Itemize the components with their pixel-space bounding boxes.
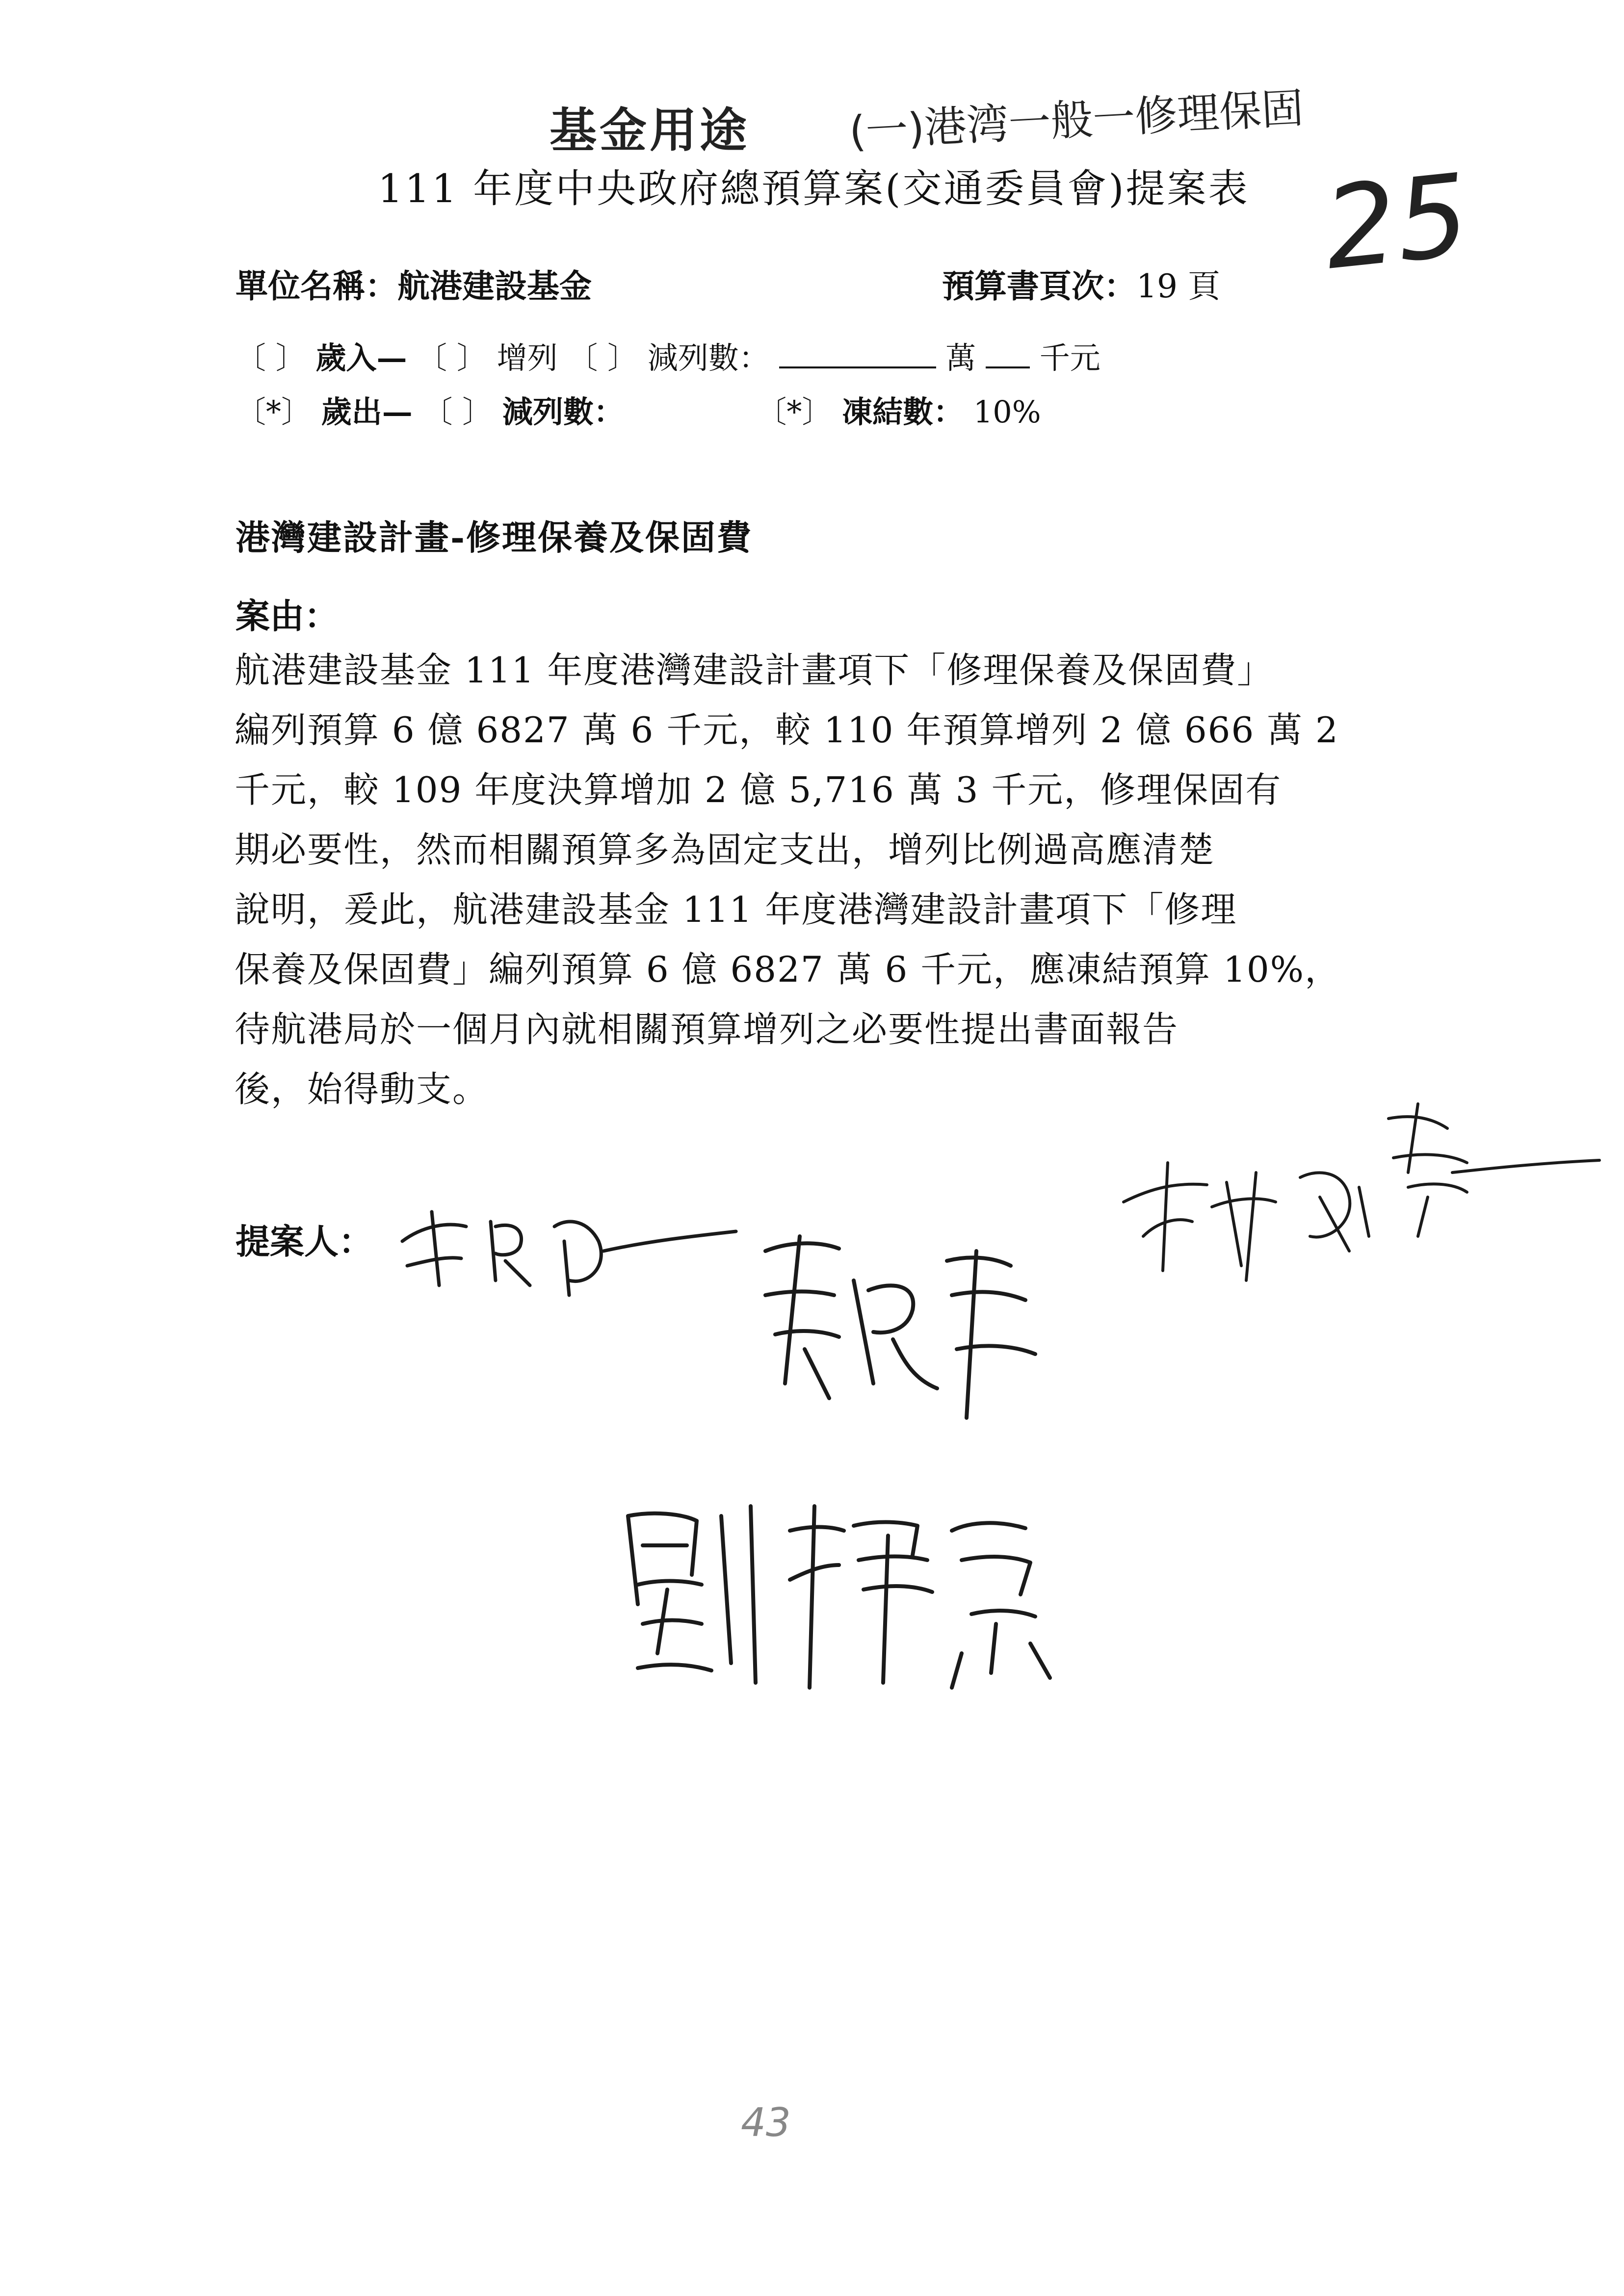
income-checkbox: 〔 〕 [236, 340, 306, 376]
budget-page-value: 19 頁 [1136, 267, 1220, 305]
expense-decrease-label: 減列數： [502, 394, 624, 430]
expense-label: 歲出— [321, 394, 413, 430]
unit-thousand: 千元 [1039, 340, 1100, 376]
expense-row [236, 388, 1041, 431]
reason-line: 待航港局於一個月內就相關預算增列之必要性提出書面報告 [235, 1009, 1179, 1050]
budget-page-label: 預算書頁次： [942, 267, 1136, 305]
freeze-checkbox: 〔*〕 [756, 394, 833, 430]
income-label: 歲入— [315, 340, 407, 376]
reason-line: 後，始得動支。 [235, 1069, 489, 1110]
proposer-label: 提案人： [236, 1221, 373, 1262]
unit-value: 航港建設基金 [397, 267, 592, 305]
unit-line [236, 260, 592, 307]
amount-blank-thousand [986, 342, 1030, 368]
reason-line: 千元，較 109 年度決算增加 2 億 5,716 萬 3 千元，修理保固有 [235, 769, 1282, 810]
freeze-value: 10% [973, 394, 1041, 430]
signature-1 [393, 1168, 746, 1315]
signature-2 [746, 1222, 1050, 1428]
income-increase-label: 增列 [497, 340, 558, 376]
signature-3 [1114, 1074, 1604, 1300]
expense-decrease-checkbox: 〔 〕 [422, 394, 493, 430]
handwritten-page-number: 25 [1318, 150, 1475, 295]
expense-checkbox: 〔*〕 [236, 394, 312, 430]
unit-wan: 萬 [945, 340, 976, 376]
page-title: 111 年度中央政府總預算案(交通委員會)提案表 [378, 166, 1250, 211]
reason-line: 航港建設基金 111 年度港灣建設計畫項下「修理保養及保固費」 [235, 650, 1274, 691]
reason-line: 期必要性，然而相關預算多為固定支出，增列比例過高應清楚 [235, 829, 1215, 870]
reason-line: 保養及保固費」編列預算 6 億 6827 萬 6 千元，應凍結預算 10%， [235, 949, 1341, 990]
income-decrease-checkbox: 〔 〕 [567, 340, 638, 376]
income-row [236, 334, 1100, 377]
reason-line: 編列預算 6 億 6827 萬 6 千元，較 110 年預算增列 2 億 666 萬 2 [235, 709, 1339, 751]
income-decrease-label: 減列數： [647, 340, 769, 376]
handwritten-page-mark: 43 [741, 2100, 791, 2145]
handwritten-section-title: 基金用途 [550, 103, 750, 158]
amount-blank-wan [779, 342, 936, 368]
budget-page-line [942, 260, 1220, 307]
signature-4 [608, 1477, 1070, 1702]
freeze-label: 凍結數： [842, 394, 964, 430]
handwritten-category-note: (一)港湾一般一修理保固 [848, 83, 1305, 157]
reason-label: 案由： [236, 596, 339, 636]
unit-label: 單位名稱： [236, 267, 397, 305]
income-increase-checkbox: 〔 〕 [417, 340, 487, 376]
reason-body [235, 640, 1451, 1119]
reason-line: 說明，爰此，航港建設基金 111 年度港灣建設計畫項下「修理 [235, 889, 1237, 930]
item-title: 港灣建設計畫-修理保養及保固費 [236, 517, 753, 558]
